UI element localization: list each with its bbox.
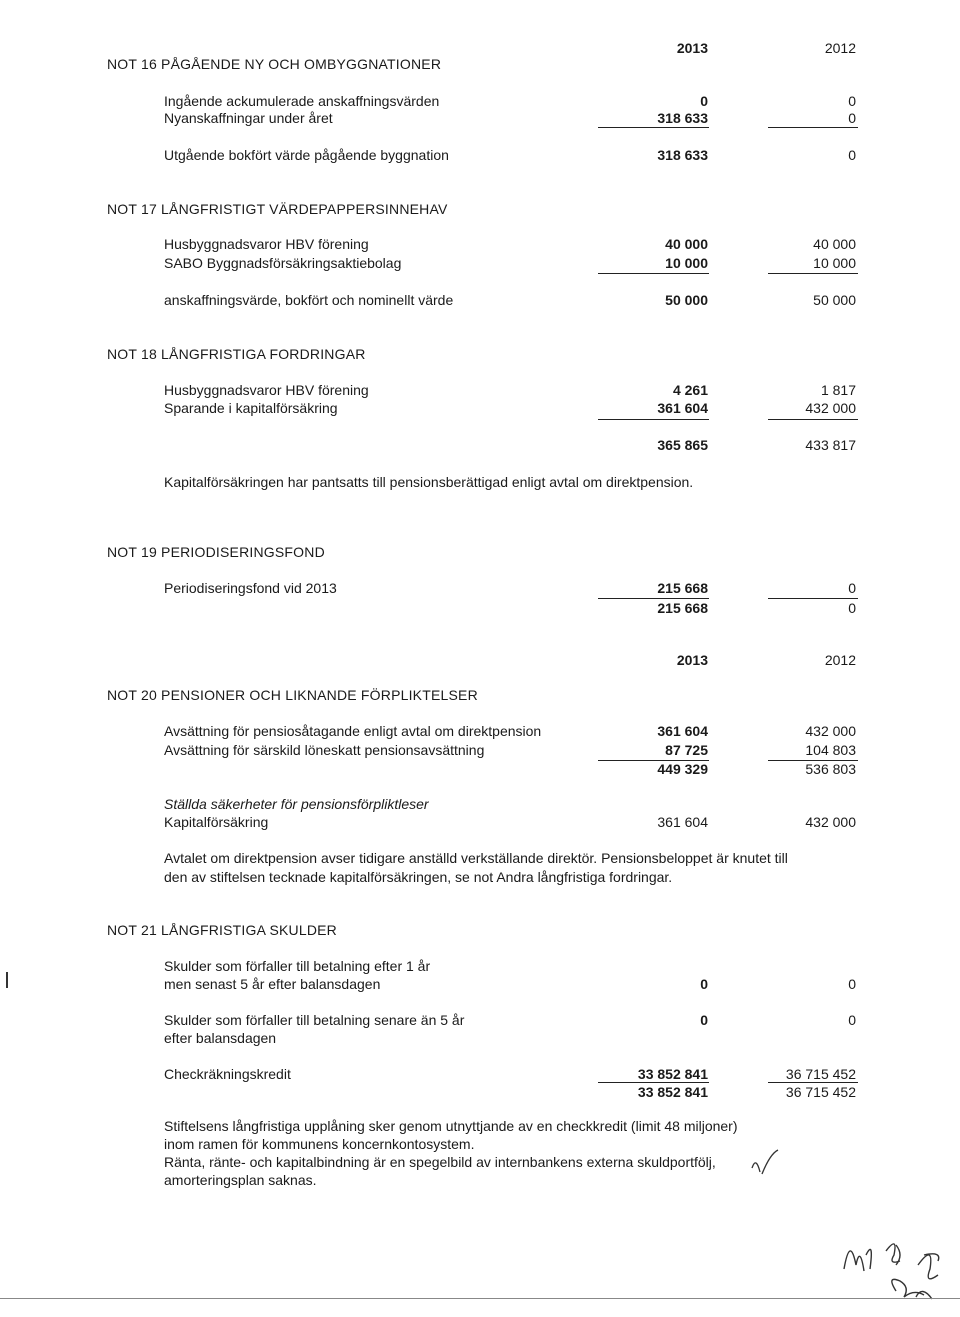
handwritten-initials-icon bbox=[838, 1225, 948, 1305]
note16-cur-rule bbox=[598, 127, 709, 128]
note21-row1-cur: 0 bbox=[700, 976, 708, 992]
note19-title: NOT 19 PERIODISERINGSFOND bbox=[107, 544, 325, 560]
note17-title: NOT 17 LÅNGFRISTIGT VÄRDEPAPPERSINNEHAV bbox=[107, 201, 448, 217]
note19-row-cur: 215 668 bbox=[657, 580, 708, 596]
note20-pledged-prev: 432 000 bbox=[805, 814, 856, 830]
note17-row2-prev: 10 000 bbox=[813, 255, 856, 271]
note17-row2-cur: 10 000 bbox=[665, 255, 708, 271]
note21-row2-line2: efter balansdagen bbox=[164, 1030, 277, 1046]
note21-text-line2: inom ramen för kommunens koncernkontosystem. bbox=[164, 1136, 475, 1152]
note18-total-cur: 365 865 bbox=[657, 437, 708, 453]
note21-text-line3: Ränta, ränte- och kapitalbindning är en spegelbild av internbankens externa skuldportfölj, bbox=[164, 1154, 716, 1170]
note18-cur-rule bbox=[598, 419, 709, 420]
year-previous-header: 2012 bbox=[824, 40, 856, 56]
note17-total-cur: 50 000 bbox=[665, 292, 708, 308]
note18-row1-prev: 1 817 bbox=[820, 382, 856, 398]
note21-row2-prev: 0 bbox=[848, 1012, 856, 1028]
note16-title: NOT 16 PÅGÅENDE NY OCH OMBYGGNATIONER bbox=[107, 56, 442, 72]
note19-prev-rule bbox=[768, 598, 858, 599]
page-bottom-rule bbox=[0, 1298, 960, 1299]
note21-row2-line1: Skulder som förfaller till betalning senare än 5 år bbox=[164, 1012, 465, 1028]
note21-prev-rule bbox=[768, 1082, 858, 1083]
note18-prev-rule bbox=[768, 419, 858, 420]
note21-row1-prev: 0 bbox=[848, 976, 856, 992]
note21-row3-prev: 36 715 452 bbox=[785, 1066, 856, 1082]
note18-text: Kapitalförsäkringen har pantsatts till pensionsberättigad enligt avtal om direktpension. bbox=[164, 474, 694, 490]
note19-row-prev: 0 bbox=[848, 580, 856, 596]
note21-row1-line1: Skulder som förfaller till betalning efter 1 år bbox=[164, 958, 431, 974]
note19-cur-rule bbox=[598, 598, 709, 599]
note16-total-cur: 318 633 bbox=[657, 147, 708, 163]
note16-row2-cur: 318 633 bbox=[657, 110, 708, 126]
note18-row2-prev: 432 000 bbox=[805, 400, 856, 416]
note16-row1-prev: 0 bbox=[848, 93, 856, 109]
note17-row2-label: SABO Byggnadsförsäkringsaktiebolag bbox=[164, 255, 402, 271]
note20-year-previous: 2012 bbox=[824, 652, 856, 668]
note20-total-prev: 536 803 bbox=[805, 761, 856, 777]
note19-total-cur: 215 668 bbox=[657, 600, 708, 616]
note18-row2-cur: 361 604 bbox=[657, 400, 708, 416]
note18-row2-label: Sparande i kapitalförsäkring bbox=[164, 400, 338, 416]
note20-row1-cur: 361 604 bbox=[657, 723, 708, 739]
note16-row2-label: Nyanskaffningar under året bbox=[164, 110, 333, 126]
note20-title: NOT 20 PENSIONER OCH LIKNANDE FÖRPLIKTELSER bbox=[107, 687, 478, 703]
note21-text-line1: Stiftelsens långfristiga upplåning sker genom utnyttjande av en checkkredit (limit 48 miljoner) bbox=[164, 1118, 738, 1134]
note17-prev-rule bbox=[768, 273, 858, 274]
note16-total-label: Utgående bokfört värde pågående byggnation bbox=[164, 147, 449, 163]
note17-row1-label: Husbyggnadsvaror HBV förening bbox=[164, 236, 369, 252]
note17-row1-prev: 40 000 bbox=[813, 236, 856, 252]
note21-row3-cur: 33 852 841 bbox=[637, 1066, 708, 1082]
note17-total-prev: 50 000 bbox=[813, 292, 856, 308]
note16-total-prev: 0 bbox=[848, 147, 856, 163]
note17-row1-cur: 40 000 bbox=[665, 236, 708, 252]
note20-pledged-label: Kapitalförsäkring bbox=[164, 814, 269, 830]
note20-row2-label: Avsättning för särskild löneskatt pensionsavsättning bbox=[164, 742, 485, 758]
note21-total-prev: 36 715 452 bbox=[785, 1084, 856, 1100]
note20-text-line1: Avtalet om direktpension avser tidigare anställd verkställande direktör. Pensionsbeloppet är knutet till bbox=[164, 850, 788, 866]
note20-row2-cur: 87 725 bbox=[665, 742, 708, 758]
note20-row1-prev: 432 000 bbox=[805, 723, 856, 739]
note21-title: NOT 21 LÅNGFRISTIGA SKULDER bbox=[107, 922, 337, 938]
year-current-header: 2013 bbox=[676, 40, 708, 56]
handwritten-tick-icon bbox=[748, 1148, 784, 1180]
note16-row1-cur: 0 bbox=[700, 93, 708, 109]
note17-cur-rule bbox=[598, 273, 709, 274]
note21-text-line4: amorteringsplan saknas. bbox=[164, 1172, 317, 1188]
note20-pledged-heading: Ställda säkerheter för pensionsförpliktleser bbox=[164, 796, 429, 812]
note16-row1-label: Ingående ackumulerade anskaffningsvärden bbox=[164, 93, 440, 109]
note20-text-line2: den av stiftelsen tecknade kapitalförsäkringen, se not Andra långfristiga fordringar. bbox=[164, 869, 673, 885]
note20-year-current: 2013 bbox=[676, 652, 708, 668]
note21-row1-line2: men senast 5 år efter balansdagen bbox=[164, 976, 381, 992]
note20-total-cur: 449 329 bbox=[657, 761, 708, 777]
note18-row1-label: Husbyggnadsvaror HBV förening bbox=[164, 382, 369, 398]
note18-row1-cur: 4 261 bbox=[672, 382, 708, 398]
note20-row1-label: Avsättning för pensiosåtagande enligt avtal om direktpension bbox=[164, 723, 542, 739]
note20-pledged-cur: 361 604 bbox=[657, 814, 708, 830]
note19-row-label: Periodiseringsfond vid 2013 bbox=[164, 580, 337, 596]
note18-total-prev: 433 817 bbox=[805, 437, 856, 453]
note21-total-cur: 33 852 841 bbox=[637, 1084, 708, 1100]
note18-title: NOT 18 LÅNGFRISTIGA FORDRINGAR bbox=[107, 346, 366, 362]
note21-row3-label: Checkräkningskredit bbox=[164, 1066, 291, 1082]
note21-row2-cur: 0 bbox=[700, 1012, 708, 1028]
note16-prev-rule bbox=[768, 127, 858, 128]
note19-total-prev: 0 bbox=[848, 600, 856, 616]
note21-cur-rule bbox=[598, 1082, 709, 1083]
margin-mark bbox=[6, 972, 8, 988]
note16-row2-prev: 0 bbox=[848, 110, 856, 126]
note17-total-label: anskaffningsvärde, bokfört och nominellt värde bbox=[164, 292, 454, 308]
note20-row2-prev: 104 803 bbox=[805, 742, 856, 758]
